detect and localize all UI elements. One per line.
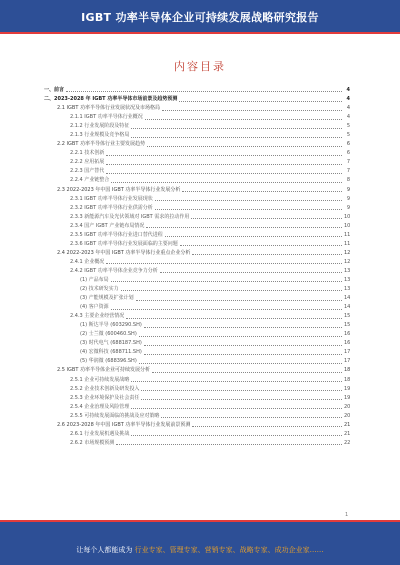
- toc-entry-title: (1) 斯达半导 (603290.SH): [80, 322, 142, 329]
- toc-entry-page: 11: [344, 240, 351, 247]
- toc-leader-dots: [144, 327, 342, 328]
- toc-entry[interactable]: [44, 366, 350, 375]
- toc-entry-title: 2.5 IGBT 功率半导体企业可持续发展分析: [57, 367, 150, 374]
- toc-entry[interactable]: [44, 394, 350, 403]
- toc-entry-title: 2.5.2 企业技术创新及研发投入: [70, 385, 140, 392]
- toc-entry-page: 22: [344, 439, 351, 446]
- toc-leader-dots: [192, 426, 342, 427]
- toc-leader-dots: [106, 164, 342, 165]
- toc-entry-page: 20: [344, 403, 351, 410]
- toc-entry-page: 12: [344, 249, 351, 256]
- toc-leader-dots: [162, 110, 342, 111]
- toc-entry-title: (4) 客户资源: [80, 304, 109, 311]
- toc-leader-dots: [155, 209, 342, 210]
- toc-entry[interactable]: [44, 186, 350, 195]
- toc-entry-page: 18: [344, 367, 351, 374]
- toc-entry[interactable]: [44, 412, 350, 421]
- toc-entry-page: 21: [344, 430, 351, 437]
- toc-leader-dots: [165, 236, 342, 237]
- toc-entry-title: 2.4.2 IGBT 功率半导体企业竞争力分析: [70, 267, 158, 274]
- toc-leader-dots: [111, 182, 342, 183]
- toc-entry-page: 19: [344, 385, 351, 392]
- toc-entry-title: 2.2.2 应用拓展: [70, 159, 105, 166]
- toc-entry-title: (1) 产品布局: [80, 276, 109, 283]
- toc-entry[interactable]: [44, 140, 350, 149]
- toc-entry-title: 2.3.1 IGBT 功率半导体行业发展现状: [70, 195, 153, 202]
- toc-entry-title: 2.4 2022-2023 年中国 IGBT 功率半导体行业重点企业分析: [57, 249, 191, 256]
- toc-entry-title: 2.6.2 市场规模预测: [70, 439, 115, 446]
- toc-entry[interactable]: [44, 104, 350, 113]
- toc-entry-page: 15: [344, 313, 351, 320]
- toc-entry[interactable]: [44, 240, 350, 249]
- toc-entry[interactable]: [44, 167, 350, 176]
- toc-leader-dots: [106, 155, 342, 156]
- toc-entry-page: 4: [346, 105, 350, 112]
- toc-entry-title: (4) 宏微科技 (688711.SH): [80, 349, 142, 356]
- header-accent-line: [0, 32, 400, 34]
- toc-entry-title: 2.4.3 主要企业经营情况: [70, 313, 125, 320]
- toc-entry-title: (2) 士兰微 (600460.SH): [80, 331, 137, 338]
- toc-entry-page: 7: [346, 159, 350, 166]
- toc-entry-page: 14: [344, 295, 351, 302]
- toc-entry-title: (2) 技术研发实力: [80, 286, 119, 293]
- toc-entry[interactable]: [44, 158, 350, 167]
- footer-slogan: [0, 545, 400, 555]
- toc-leader-dots: [131, 128, 342, 129]
- toc-entry-title: 2.1.2 行业发展阶段及特征: [70, 123, 130, 130]
- toc-leader-dots: [180, 245, 342, 246]
- toc-entry-page: 18: [344, 376, 351, 383]
- toc-entry-page: 19: [344, 394, 351, 401]
- toc-entry-title: 二、2023-2028 年 IGBT 功率半导体市场前景及趋势预测: [44, 96, 178, 103]
- toc-leader-dots: [121, 290, 342, 291]
- toc-entry-page: 6: [346, 141, 350, 148]
- toc-entry[interactable]: [44, 276, 350, 285]
- toc-entry-page: 7: [346, 168, 350, 175]
- toc-leader-dots: [144, 345, 342, 346]
- toc-entry-title: 2.5.1 企业可持续发展战略: [70, 376, 130, 383]
- report-header-bar: [0, 0, 400, 32]
- toc-leader-dots: [136, 300, 342, 301]
- footer-slogan-lead: 让每个人都能成为: [76, 546, 133, 554]
- toc-leader-dots: [111, 309, 342, 310]
- toc-leader-dots: [147, 146, 342, 147]
- toc-entry-title: 2.2 IGBT 功率半导体行业主要发展趋势: [57, 141, 145, 148]
- toc-entry-page: 4: [346, 114, 350, 121]
- toc-entry[interactable]: [44, 312, 350, 321]
- toc-entry[interactable]: [44, 249, 350, 258]
- toc-entry-title: 2.1 IGBT 功率半导体行业发展状况及市场格局: [57, 105, 160, 112]
- toc-entry[interactable]: [44, 357, 350, 366]
- toc-entry[interactable]: [44, 258, 350, 267]
- toc-entry-title: 2.2.4 产业链整合: [70, 177, 110, 184]
- toc-entry-page: 5: [346, 132, 350, 139]
- toc-leader-dots: [152, 372, 342, 373]
- footer-bar: [0, 522, 400, 565]
- toc-entry-page: 9: [346, 204, 350, 211]
- toc-leader-dots: [182, 191, 342, 192]
- toc-leader-dots: [145, 119, 342, 120]
- toc-leader-dots: [106, 263, 342, 264]
- toc-leader-dots: [111, 281, 342, 282]
- toc-leader-dots: [141, 390, 342, 391]
- toc-entry-title: 2.1.3 行业规模及竞争格局: [70, 132, 130, 139]
- toc-leader-dots: [146, 227, 342, 228]
- toc-leader-dots: [126, 318, 342, 319]
- toc-leader-dots: [160, 272, 342, 273]
- toc-entry-title: 2.2.1 技术创新: [70, 150, 105, 157]
- toc-title: 内容目录: [174, 60, 226, 73]
- toc-entry[interactable]: [44, 113, 350, 122]
- toc-entry[interactable]: [44, 213, 350, 222]
- toc-entry-title: 2.1.1 IGBT 功率半导体行业概况: [70, 114, 143, 121]
- toc-entry[interactable]: [44, 149, 350, 158]
- toc-entry-page: 9: [346, 195, 350, 202]
- toc-entry-title: 2.4.1 企业概况: [70, 258, 105, 265]
- toc-leader-dots: [191, 218, 342, 219]
- toc-entry[interactable]: [44, 204, 350, 213]
- toc-leader-dots: [144, 354, 342, 355]
- toc-entry-title: 2.5.5 可持续发展面临的挑战及应对策略: [70, 412, 160, 419]
- toc-leader-dots: [161, 417, 342, 418]
- toc-entry-title: 2.5.3 企业环境保护及社会责任: [70, 394, 140, 401]
- toc-entry[interactable]: [44, 385, 350, 394]
- toc-entry-title: (3) 产能规模及扩张计划: [80, 295, 134, 302]
- toc-entry-title: 一、前言: [44, 87, 65, 93]
- toc-entry[interactable]: [44, 231, 350, 240]
- toc-entry-page: 13: [344, 286, 351, 293]
- toc-leader-dots: [179, 101, 342, 102]
- toc-entry[interactable]: [44, 376, 350, 385]
- toc-entry-page: 10: [344, 222, 351, 229]
- toc-entry[interactable]: [44, 222, 350, 231]
- toc-entry-title: 2.3.5 IGBT 功率半导体行业进口替代进程: [70, 231, 163, 238]
- toc-entry-page: 17: [344, 349, 351, 356]
- toc-entry-title: (5) 华润微 (688396.SH): [80, 358, 137, 365]
- toc-entry-page: 16: [344, 340, 351, 347]
- toc-entry[interactable]: [44, 430, 350, 439]
- toc-entry[interactable]: [44, 421, 350, 430]
- toc-leader-dots: [116, 444, 342, 445]
- toc-entry-title: (3) 时代电气 (688187.SH): [80, 340, 142, 347]
- toc-entry[interactable]: [44, 348, 350, 357]
- toc-entry-page: 11: [344, 231, 351, 238]
- toc-entry-page: 13: [344, 267, 351, 274]
- toc-entry-title: 2.5.4 企业治理及风险管理: [70, 403, 130, 410]
- toc-entry[interactable]: [44, 294, 350, 303]
- toc-entry[interactable]: [44, 86, 350, 95]
- toc-entry-page: 21: [344, 421, 351, 428]
- toc-leader-dots: [139, 336, 342, 337]
- toc-entry-title: 2.6.1 行业发展机遇及挑战: [70, 430, 130, 437]
- toc-entry-page: 20: [344, 412, 351, 419]
- toc-entry-page: 17: [344, 358, 351, 365]
- footer-slogan-highlight: 行业专家、管理专家、营销专家、战略专家、成功企业家……: [134, 546, 324, 554]
- toc-entry-title: 2.3.6 IGBT 功率半导体行业发展面临的主要问题: [70, 240, 178, 247]
- toc-leader-dots: [66, 91, 342, 92]
- toc-leader-dots: [106, 173, 342, 174]
- toc-entry[interactable]: [44, 122, 350, 131]
- toc-entry-page: 15: [344, 322, 351, 329]
- toc-entry[interactable]: [44, 176, 350, 185]
- toc-entry-page: 4: [346, 87, 350, 93]
- toc-entry[interactable]: [44, 303, 350, 312]
- toc-entry-title: 2.3.3 新能源汽车及光伏领域对 IGBT 需求的拉动作用: [70, 213, 190, 220]
- toc-leader-dots: [141, 399, 342, 400]
- toc-entry-title: 2.3 2022-2023 年中国 IGBT 功率半导体行业发展分析: [57, 186, 181, 193]
- page-number: 1: [345, 512, 349, 518]
- toc-entry-page: 4: [346, 96, 350, 103]
- toc-leader-dots: [131, 435, 342, 436]
- table-of-contents: [44, 86, 350, 448]
- toc-entry-page: 16: [344, 331, 351, 338]
- toc-entry[interactable]: [44, 95, 350, 104]
- toc-entry-title: 2.3.4 国产 IGBT 产业链布局情况: [70, 222, 145, 229]
- toc-entry[interactable]: [44, 131, 350, 140]
- toc-leader-dots: [131, 408, 342, 409]
- toc-entry[interactable]: [44, 321, 350, 330]
- toc-entry[interactable]: [44, 339, 350, 348]
- toc-entry[interactable]: [44, 439, 350, 448]
- toc-entry-page: 13: [344, 276, 351, 283]
- toc-entry-page: 5: [346, 123, 350, 130]
- toc-leader-dots: [139, 363, 342, 364]
- toc-entry-title: 2.3.2 IGBT 功率半导体行业供需分析: [70, 204, 153, 211]
- report-title: IGBT 功率半导体企业可持续发展战略研究报告: [81, 11, 319, 24]
- toc-entry[interactable]: [44, 285, 350, 294]
- toc-leader-dots: [131, 381, 342, 382]
- toc-entry-title: 2.2.3 国产替代: [70, 168, 105, 175]
- toc-entry-page: 9: [346, 186, 350, 193]
- toc-entry-page: 6: [346, 150, 350, 157]
- toc-entry[interactable]: [44, 403, 350, 412]
- toc-leader-dots: [131, 137, 342, 138]
- toc-entry[interactable]: [44, 330, 350, 339]
- toc-entry-page: 14: [344, 304, 351, 311]
- toc-entry-page: 12: [344, 258, 351, 265]
- toc-entry[interactable]: [44, 195, 350, 204]
- toc-entry[interactable]: [44, 267, 350, 276]
- toc-leader-dots: [155, 200, 342, 201]
- toc-entry-page: 10: [344, 213, 351, 220]
- toc-entry-page: 8: [346, 177, 350, 184]
- toc-entry-title: 2.6 2023-2028 年中国 IGBT 功率半导体行业发展前景预测: [57, 421, 191, 428]
- toc-leader-dots: [192, 254, 342, 255]
